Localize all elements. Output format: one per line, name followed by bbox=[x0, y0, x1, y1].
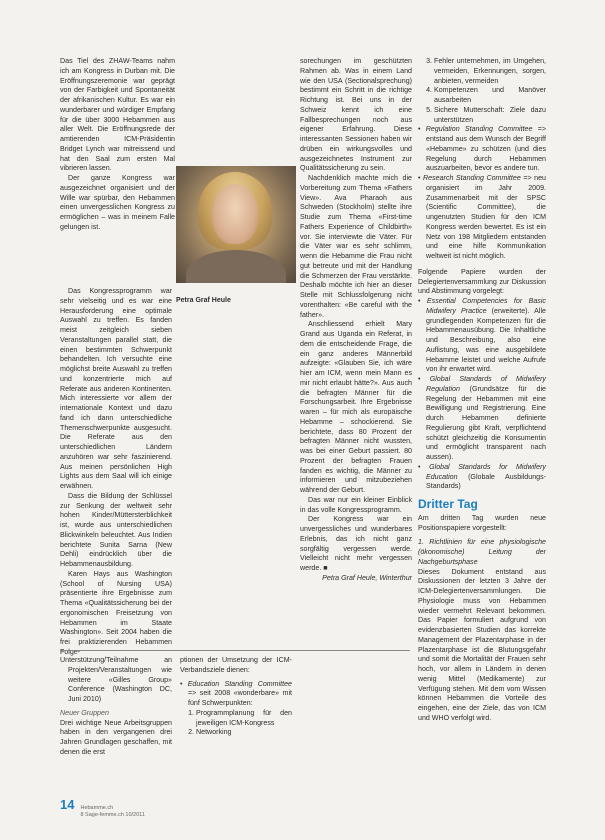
bullet-emphasis: Global Standards for Midwifery Education bbox=[426, 462, 546, 481]
photo-face bbox=[212, 184, 258, 244]
bullet-emphasis: Education Standing Committee bbox=[187, 679, 292, 688]
page-footer bbox=[60, 797, 145, 818]
paragraph: Das war nur ein kleiner Einblick in das volle Kongressprogramm. bbox=[300, 495, 412, 514]
page-number: 14 bbox=[60, 797, 75, 812]
photo-caption: Petra Graf Heule bbox=[176, 297, 231, 304]
paragraph: Der ganze Kongress war ausgezeichnet organisiert und der Wille war spürbar, den Hebammen einen unvergesslichen Kongress zu ermöglichen – was in meinem Falle gelungen ist. bbox=[60, 174, 175, 231]
divider bbox=[60, 650, 410, 651]
paragraph: Nachdenklich machte mich die Vorbereitung zum Thema «Fathers View». Ava Pharaoh aus Schweden (Stockholm) stellte ihre Studie zum Thema «First-time Fathers Experience of Childbirth» vor. Sie interviewte die Väter. Für die Väter war es sehr schlimm, wenn die Hebamme die Frau nicht gut betreute und mit der Handlung die Schmerzen der Frau verstärkte. Deshalb möchte ich hier an dieser Stelle mit Schlussfolgerung nicht vorenthalten: «Be careful with the father». bbox=[300, 174, 412, 319]
paragraph: Karen Hays aus Washington (School of Nursing USA) präsentierte ihre Ergebnisse zum Thema «Qualitätssicherung bei der ergonomischen Freisetzung von Hebammen im Staate Washington». Seit 2004 haben die frei praktizierenden Hebammen Folge- bbox=[60, 569, 172, 656]
article-left-lower-column bbox=[60, 287, 172, 658]
photo-shoulders bbox=[186, 250, 286, 283]
bullet-item: • Research Standing Committee => neu organisiert im Jahr 2009. Zusammenarbeit mit der SPSC (Scientific Committee), die ungenutzten Studien für den ICM Kongress werden bewertet. Es ist ein Netz von 198 Mitgliedern entstanden und eine hilfe Kommunikation weltweit ist nicht möglich. bbox=[418, 174, 546, 260]
bullet-emphasis: Essential Competencies for Basic Midwifery Practice bbox=[426, 297, 546, 315]
intro-paragraph: Folgende Papiere wurden der Delegiertenversammlung zur Diskussion und Abstimmung vorgelegt: bbox=[418, 267, 546, 296]
author-signature: Petra Graf Heule, Winterthur bbox=[322, 573, 412, 582]
bullet-text: => neu organisiert im Jahr 2009. Zusammenarbeit mit der SPSC (Scientific Committee), die ungenutzten Studien für den ICM Kongress werden bewertet. Es ist ein Netz von 198 Mitgliedern entstanden und eine hilfe Kommunikation weltweit ist nicht möglich. bbox=[426, 174, 546, 260]
article-left-column bbox=[60, 57, 175, 233]
bullet-text: (Grundsätze für die Regelung der Hebammen mit eine Bewilligung und Registrierung. Eine durch Hebammen definierte Regulierung gibt Kraft, verpflichtend schützt gleichzeitig die Konsumentin und ermöglicht transparent nach aussen). bbox=[426, 384, 546, 461]
subheading: 1. Richtlinien für eine physiologische (ökonomische) Leitung der Nachgeburtsphase bbox=[418, 538, 546, 566]
paragraph: Anschliessend erhielt Mary Grand aus Uganda ein Referat, in dem die entscheidende Frage, die ein ganz anderes Männerbild aufzeigte: «Glauben Sie, ich wäre hier am ICM, wenn mein Mann es mir nicht erlaubt hätte?». Aus auch die befragten Männer für die Forschungsarbeit. Ihre Ergebnisse waren – für mich als europäische Hebamme – schockierend. Sie berichtete, dass 80 Prozent der befragten Männer nicht wussten, was bei einer Geburt passiert. 80 Prozent der befragten Frauen fanden es wichtig, die Männer zu informieren und mitzubeziehen während der Geburt. bbox=[300, 320, 412, 494]
author-photo bbox=[176, 166, 296, 283]
bullet-emphasis: Research Standing Committee bbox=[423, 174, 521, 182]
bullet-item: • Global Standards of Midwifery Regulation (Grundsätze für die Regelung der Hebammen mit eine Bewilligung und Registrierung. Eine durch Hebammen definierte Regulierung gibt Kraft, verpflichtend schützt gleichzeitig die Konsumentin und ermöglicht transparent nach aussen). bbox=[418, 375, 546, 461]
bullet-text: => entstand aus dem Wunsch der Begriff «Hebamme» zu schützen (und dies Regelung durch Hebammen auszuarbeiten, bevor es andere tun. bbox=[426, 125, 546, 173]
list-item: 1. Programmplanung für den jeweiligen ICM-Kongress bbox=[196, 709, 292, 729]
bullet-text: (Globale Ausbildungs-Standards) bbox=[426, 472, 546, 491]
report-column bbox=[418, 57, 546, 724]
magazine-line: Hebamme.ch bbox=[80, 805, 114, 811]
paragraph: Am dritten Tag wurden neue Positionspapiere vorgestellt: bbox=[418, 513, 546, 532]
list-item: 5. Sichere Mutterschaft: Ziele dazu unterstützen bbox=[434, 106, 546, 126]
bullet-item: • Global Standards for Midwifery Education (Globale Ausbildungs-Standards) bbox=[418, 462, 546, 491]
paragraph: sorechungen im geschützten Rahmen ab. Was in einem Land wie den USA (Sectionalsprechung) bestimmt ein Schritt in die richtige Richtung ist. Bei uns in der Schweiz kennt ich eine Fallbesprechungen noch aus eigener Erfahrung. Diese interessanten Sessionen haben wir drüben ein wirkungsvolles und ausgezeichnetes Instrument zur Qualitätssicherung zu sein. bbox=[300, 57, 412, 173]
magazine-name bbox=[80, 805, 144, 818]
paragraph: Drei wichtige Neue Arbeitsgruppen haben in den vergangenen drei Jahren Grundlagen geschaffen, mit denen die erst bbox=[60, 718, 172, 756]
list-item: 2. Networking bbox=[196, 728, 292, 738]
section-heading: Dritter Tag bbox=[418, 497, 478, 511]
bullet-emphasis: Regulation Standing Committee bbox=[425, 125, 533, 134]
bullet-emphasis: Global Standards of Midwifery Regulation bbox=[426, 375, 546, 393]
numbered-list bbox=[180, 709, 292, 738]
paragraph: Dieses Dokument entstand aus Diskussionen der letzten 3 Jahre der ICM-Delegiertenversammlungen. Die Physiologie muss von Hebammen wieder vermehrt Relevant bekommen. Das Papier formuliert aufgrund von evidenzbasierten Studien das korrekte Management der Plazentarphase in der Plazentarphase ist die Blutungsgefahr und somit die Mortalität der Frauen sehr hoch, vor allem in Ländern in denen wenig Mittel (Medikamente) zur Verfügung stehen. Mit dem vom Wissen können Hebammen die Vorteile des eingehen, eine der Ziele, das von ICM und WHO verfolgt wird. bbox=[418, 567, 546, 722]
list-item: 4. Kompetenzen und Manöver ausarbeiten bbox=[434, 86, 546, 106]
numbered-list bbox=[418, 57, 546, 125]
paragraph: Das Kongressprogramm war sehr vielseitig und es war eine Herausforderung eine optimale Auswahl zu treffen. Es fanden meist zeitgleich sieben Veranstaltungen parallel statt, die einen bestimmten Schwerpunkt behandelten. Ich versuchte eine möglichst breite Auswahl zu treffen und konzentrierte mich auf Referate aus anderen Kontinenten. Mich interessierte vor allem der internationale Kontext und dazu fand ich dann unterschiedliche Themenschwerpunkte ausgesucht. Die Referate aus den unterschiedlichen Ländern anzuhören war sehr faszinierend. Aus meinen persönlichen High Lights aus dem Saal will ich einige erwähnen. bbox=[60, 287, 172, 490]
bullet-item: • Education Standing Committee => seit 2008 «wonderbare» mit fünf Schwerpunkten: bbox=[180, 679, 292, 707]
paragraph: Der Kongress war ein unvergessliches und wunderbares Erlebnis, das ich nicht ganz sorgfältig vergessen werde. Vielleicht nicht mehr vergessen werde. ■ bbox=[300, 515, 412, 572]
paragraph: Das Tiel des ZHAW-Teams nahm ich am Kongress in Durban mit. Die Eröffnungszeremonie war geprägt von der Farbigkeit und Spontaneität der afrikanischen Kultur. Es war ein wunderbarer und würdiger Empfang für die über 3000 Hebammen aus aller Welt. Die Eröffnungsrede der amtierenden ICM-Präsidentin Bridget Lynch war mitreissend und hat den Saal zum ersten Mal vibrieren lassen. bbox=[60, 57, 175, 173]
bottom-middle-box bbox=[180, 656, 292, 738]
bullet-item: • Essential Competencies for Basic Midwifery Practice (erweiterte). Alle grundlegenden Kompetenzen für die Hebammenausübung. Die Inhaltliche und Beschreibung, also eine Auflistung, was eine ausgebildete Hebamme leistet und welche Aufrufe von ihr erwartet wird. bbox=[418, 297, 546, 374]
paragraph: ptionen der Umsetzung der ICM-Verbandsziele dienen: bbox=[180, 656, 292, 674]
paragraph: Dass die Bildung der Schlüssel zur Senkung der weltweit sehr hohen Kinder/Müttersterblichkeit ist, wurde aus unterschiedlichen Blickwinkeln beleuchtet. Aus Indien berichtete Sunita Sarna (New Dehli) eindrücklich über die Hebammenausbildung. bbox=[60, 491, 172, 568]
article-right-column bbox=[300, 57, 412, 584]
subheading: Neuer Gruppen bbox=[60, 708, 109, 717]
list-item: 3. Fehler unternehmen, im Umgehen, vermeiden, Erkennungen, sorgen, anbieten, vermeiden bbox=[434, 57, 546, 86]
bullet-text: => seit 2008 «wonderbare» mit fünf Schwerpunkten: bbox=[188, 689, 292, 707]
bullet-item: • Regulation Standing Committee => entstand aus dem Wunsch der Begriff «Hebamme» zu schützen (und dies Regelung durch Hebammen auszuarbeiten, bevor es andere tun. bbox=[418, 125, 546, 173]
magazine-line: 8 Sage-femme.ch 10/2011 bbox=[80, 811, 145, 818]
bullet-text: (erweiterte). Alle grundlegenden Kompetenzen für die Hebammenausübung. Die Inhaltliche und Beschreibung, also eine Auflistung, was eine ausgebildete Hebamme leistet und welche Aufrufe von ihr erwartet wird. bbox=[426, 306, 546, 374]
bottom-left-box bbox=[60, 656, 172, 758]
bullet-item: Unterstützung/Teilnahme an Projekten/Veranstaltungen wie weitere «Gilles Group» Conference (Washington DC, Juni 2010) bbox=[60, 656, 172, 703]
